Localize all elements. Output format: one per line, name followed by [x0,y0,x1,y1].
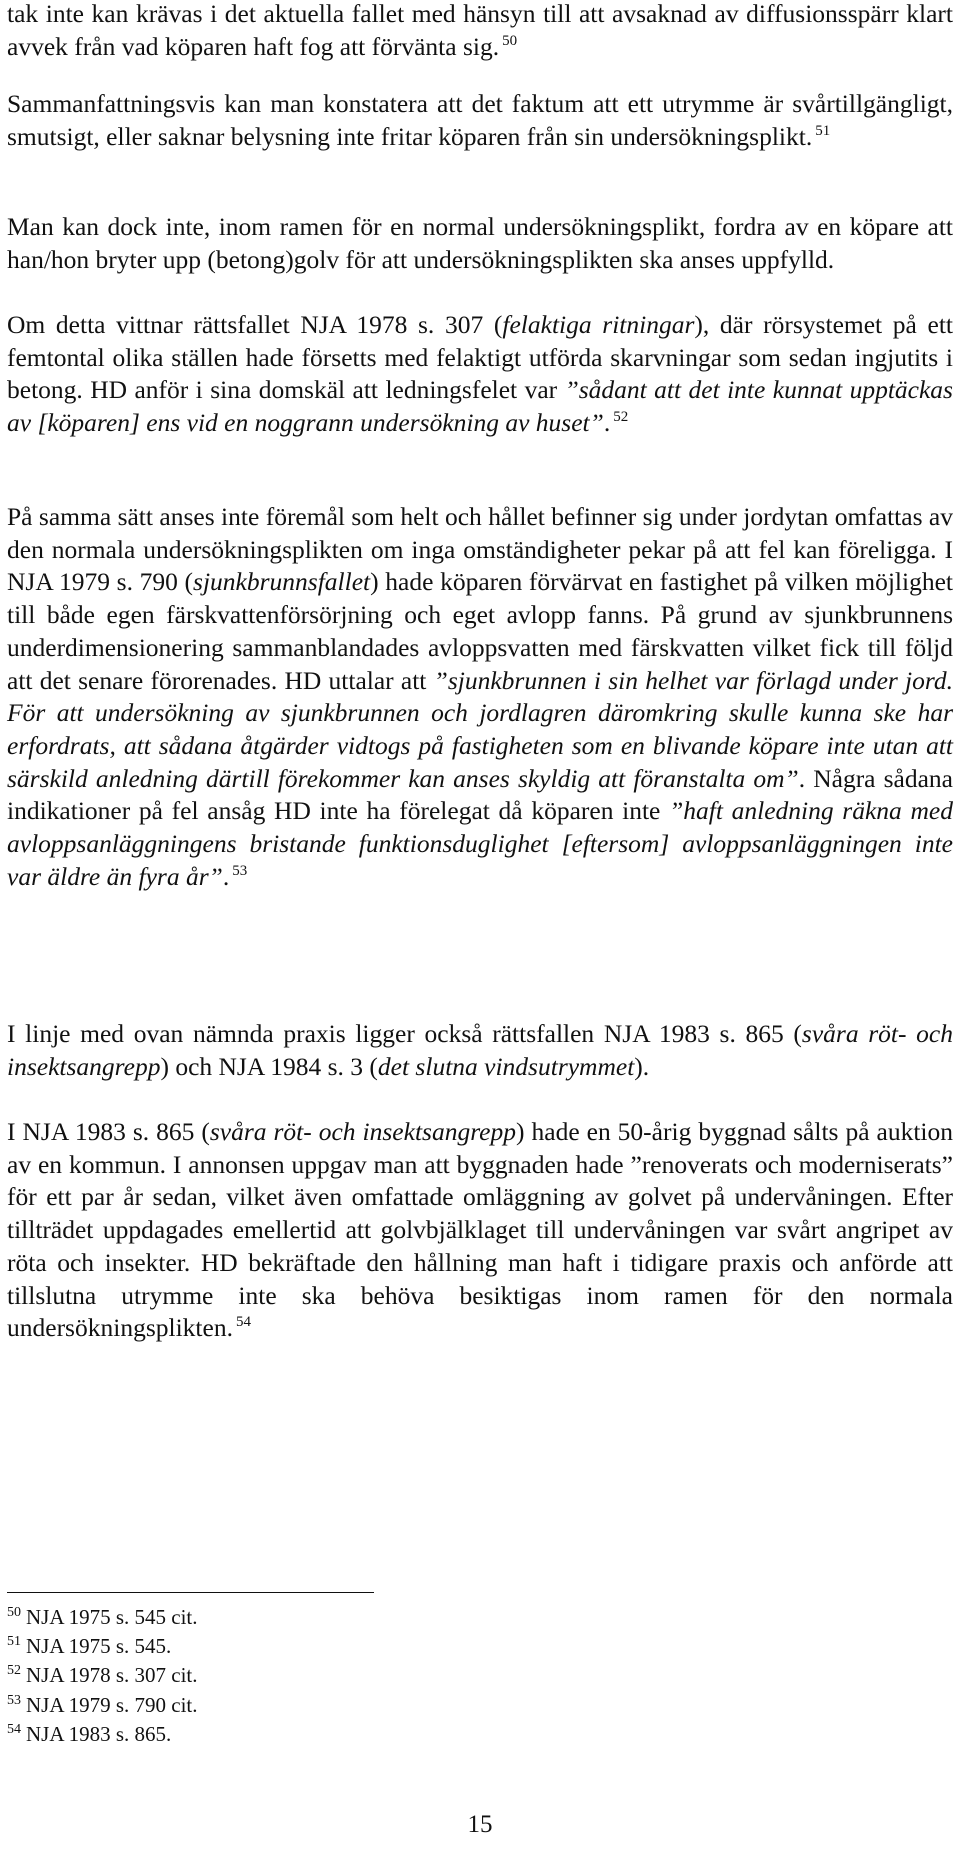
paragraph-text: Sammanfattningsvis kan man konstatera att det faktum att ett utrymme är svårtillgängligt, smutsigt, eller saknar belysning inte fritar köparen från sin undersökningsplikt. [7,89,953,151]
document-page [7,0,953,1851]
paragraph-text: Man kan dock inte, inom ramen för en normal undersökningsplikt, fordra av en köpare att han/hon bryter upp (betong)golv för att undersökningsplikten ska anses uppfylld. [7,212,953,274]
footnote-text: NJA 1975 s. 545. [26,1634,172,1659]
footnote-text: NJA 1979 s. 790 cit. [26,1692,198,1717]
paragraph-text: . [222,861,230,891]
footnote-ref: 53 [232,862,248,879]
quotation: ”sjunkbrunnen i sin helhet var förlagd under jord. För att undersökning av sjunkbrunnen och jordlagren däromkring skulle kunna ske har erfordrats, att sådana åtgärder vidtogs på fastigheten som en blivande köpare inte utan att särskild anledning därtill förekommer kan anses skyldig att föranstalta om” [7,665,953,793]
paragraph-text: ). [634,1051,650,1081]
footnote-item [7,1661,198,1690]
footnote-number: 52 [7,1663,21,1679]
footnote-text: NJA 1978 s. 307 cit. [26,1663,198,1688]
paragraph-text: ) hade en 50-årig byggnad sålts på auktion av en kommun. I annonsen uppgav man att byggnaden hade ”renoverats och moderniserats” för ett par år sedan, vilket även omfattade omläggning av golvet på undervåningen. Efter tillträdet uppdagades emellertid att golvbjälklaget till undervåningen var svårt angripet av röta och insekter. HD bekräftade den hållning man haft i tidigare praxis och anförde att tillslutna utrymme inte ska behöva besiktigas inom ramen för den normala undersökningsplikten. [7,1117,953,1343]
paragraph-3 [7,211,953,276]
paragraph-text: ), där rörsystemet på ett femtontal olika ställen hade försetts med felaktigt utförda skarvningar som sedan ingjutits i betong. HD anför i sina domskäl att ledningsfelet var [7,310,954,405]
footnote-item [7,1632,198,1661]
quotation: ”sådant att det inte kunnat upptäckas av [köparen] ens vid en noggrann undersökning av huset” [7,375,953,438]
footnote-text: NJA 1975 s. 545 cit. [26,1605,198,1629]
case-name: sjunkbrunnsfallet [193,567,371,597]
case-name: svåra röt- och insektsangrepp [7,1019,953,1081]
footnote-item [7,1603,198,1632]
case-name: svåra röt- och insektsangrepp [209,1117,517,1146]
paragraph-text: På samma sätt anses inte föremål som helt och hållet befinner sig under jordytan omfattas av den normala undersökningsplikten om inga omständigheter pekar på att fel kan föreligga. I NJA 1979 s. 790 ( [7,502,953,597]
paragraph-text: . Några sådana indikationer på fel ansåg HD inte ha förelegat då köparen inte [7,763,953,826]
footnote-number: 51 [7,1634,21,1650]
footnote-ref: 54 [235,1314,251,1331]
case-name: felaktiga ritningar [502,310,695,339]
footnote-ref: 52 [613,409,629,426]
quotation: ”haft anledning räkna med avloppsanläggningens bristande funktionsduglighet [eftersom] avloppsanläggningen inte var äldre än fyra år” [7,796,953,891]
paragraph-text: ) hade köparen förvärvat en fastighet på vilken möjlighet till både egen färskvattenförsörjning och eget avlopp fanns. På grund av sjunkbrunnens underdimensionering sammanblandades avloppsvatten med färskvatten vilket fick till följd att det senare förorenades. HD uttalar att [7,567,954,695]
paragraph-4 [7,309,953,440]
paragraph-7 [7,1116,953,1345]
footnote-separator [7,1592,374,1593]
paragraph-text: I NJA 1983 s. 865 ( [7,1117,210,1146]
footnote-number: 50 [7,1605,21,1620]
footnote-ref: 50 [502,32,518,49]
paragraph-text: . [603,408,611,438]
footnote-item [7,1720,198,1749]
paragraph-2 [7,88,953,153]
footnote-number: 54 [7,1721,21,1737]
paragraph-text: tak inte kan krävas i det aktuella fallet med hänsyn till att avsaknad av diffusionsspärr klart avvek från vad köparen haft fog att förvänta sig. [7,0,953,61]
footnote-number: 53 [7,1692,21,1708]
paragraph-text: I linje med ovan nämnda praxis ligger också rättsfallen NJA 1983 s. 865 ( [7,1019,802,1048]
page-number: 15 [467,1811,493,1838]
footnote-item [7,1691,198,1720]
paragraph-1 [7,0,953,63]
paragraph-5 [7,501,953,893]
paragraph-text: Om detta vittnar rättsfallet NJA 1978 s. 307 ( [7,310,503,339]
paragraph-text: ) och NJA 1984 s. 3 ( [160,1051,378,1081]
footnote-ref: 51 [815,122,831,139]
footnote-text: NJA 1983 s. 865. [26,1721,172,1746]
case-name: det slutna vindsutrymmet [377,1051,635,1081]
footnotes [7,1603,198,1749]
paragraph-6 [7,1018,953,1083]
